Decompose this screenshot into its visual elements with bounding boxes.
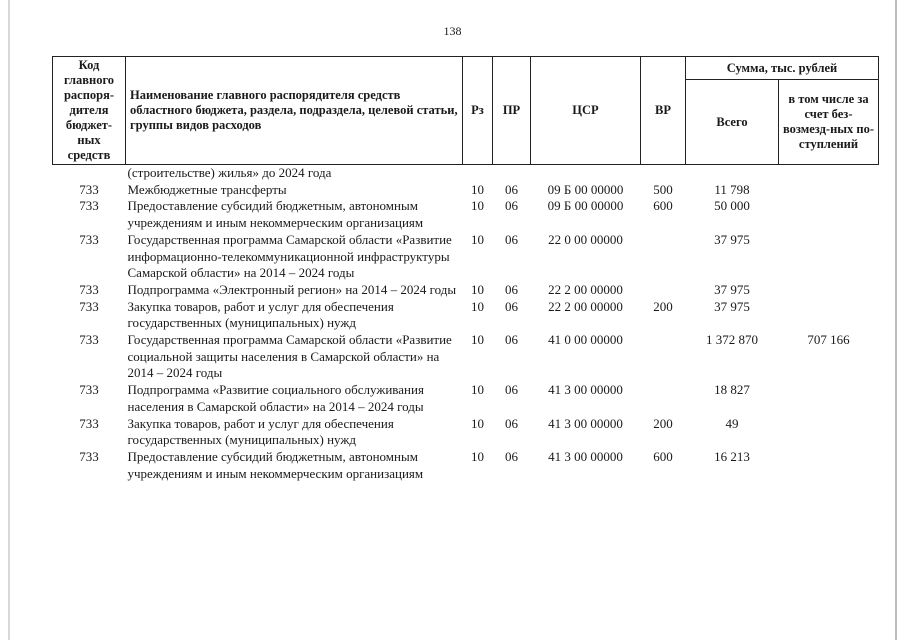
cell-csr: 22 2 00 00000 (548, 281, 623, 297)
cell-pr: 06 (505, 231, 518, 247)
cell-code: 733 (79, 382, 99, 398)
cell-code (53, 165, 126, 182)
cell-vr: 200 (653, 415, 673, 431)
header-sum: Сумма, тыс. рублей (686, 57, 879, 80)
cell-incl: 707 166 (807, 332, 850, 348)
cell-pr: 06 (505, 198, 518, 214)
cell-vr (641, 232, 686, 282)
cell-vr: 600 (653, 448, 673, 464)
cell-rz: 10 (471, 298, 484, 314)
cell-total: 11 798 (714, 181, 750, 197)
cell-pr: 06 (505, 298, 518, 314)
header-incl: в том числе за счет без-возмезд-ных по-ступлений (779, 80, 879, 165)
cell-code: 733 (79, 448, 99, 464)
cell-incl (779, 165, 879, 182)
cell-total: 18 827 (714, 382, 750, 398)
cell-name: Межбюджетные трансферты (127, 181, 287, 197)
cell-vr: 200 (653, 298, 673, 314)
cell-code: 733 (79, 415, 99, 431)
cell-csr: 09 Б 00 00000 (547, 181, 624, 197)
cell-code: 733 (79, 231, 99, 247)
cell-name: Закупка товаров, работ и услуг для обеспечения государственных (муниципальных) нужд (127, 298, 394, 331)
cell-csr: 22 2 00 00000 (548, 298, 623, 314)
cell-pr: 06 (505, 382, 518, 398)
cell-incl (779, 232, 879, 282)
cell-rz: 10 (471, 448, 484, 464)
table-header (53, 57, 879, 165)
cell-csr: 41 3 00 00000 (548, 415, 623, 431)
table-body (53, 165, 879, 483)
table-row (53, 332, 879, 382)
cell-total: 37 975 (714, 281, 750, 297)
table-row (53, 232, 879, 282)
cell-code: 733 (79, 181, 99, 197)
cell-incl (779, 182, 879, 199)
cell-total: 37 975 (714, 298, 750, 314)
cell-vr: 600 (653, 198, 673, 214)
cell-code: 733 (79, 198, 99, 214)
cell-pr: 06 (505, 415, 518, 431)
cell-csr (531, 165, 641, 182)
scan-right-edge (895, 0, 897, 640)
cell-incl (779, 449, 879, 482)
cell-name: Закупка товаров, работ и услуг для обеспечения государственных (муниципальных) нужд (127, 415, 394, 448)
table-row (53, 299, 879, 332)
cell-vr (641, 332, 686, 382)
cell-incl (779, 382, 879, 415)
cell-csr: 41 0 00 00000 (548, 332, 623, 348)
cell-csr: 41 3 00 00000 (548, 382, 623, 398)
cell-total: 16 213 (714, 448, 750, 464)
cell-total: 49 (725, 415, 739, 431)
cell-rz: 10 (471, 231, 484, 247)
cell-name: (строительстве) жилья» до 2024 года (127, 165, 332, 180)
cell-code: 733 (79, 332, 99, 348)
cell-rz: 10 (471, 198, 484, 214)
cell-vr (641, 282, 686, 299)
table-row (53, 182, 879, 199)
cell-rz: 10 (471, 415, 484, 431)
table-row (53, 382, 879, 415)
cell-incl (779, 299, 879, 332)
header-name: Наименование главного распорядителя средств областного бюджета, раздела, подраздела, целевой статьи, группы видов расходов (126, 57, 463, 165)
table-row (53, 282, 879, 299)
cell-pr: 06 (505, 448, 518, 464)
cell-total: 1 372 870 (706, 332, 758, 348)
cell-name: Подпрограмма «Электронный регион» на 2014 – 2024 годы (127, 281, 457, 297)
cell-name: Государственная программа Самарской области «Развитие информационно-телекоммуникационной инфраструктуры Самарской области» на 2014 – 2024 годы (127, 231, 452, 281)
header-code: Код главного распоря-дителя бюджет-ных средств (53, 57, 126, 165)
cell-csr: 22 0 00 00000 (548, 231, 623, 247)
cell-name: Подпрограмма «Развитие социального обслуживания населения в Самарской области» на 2014 – 2024 годы (127, 382, 424, 414)
header-csr: ЦСР (531, 57, 641, 165)
cell-total: 50 000 (714, 198, 750, 214)
cell-incl (779, 198, 879, 231)
budget-table (52, 56, 879, 482)
cell-vr: 500 (653, 181, 673, 197)
cell-total (686, 165, 779, 182)
cell-vr (641, 382, 686, 415)
cell-total: 37 975 (714, 231, 750, 247)
cell-name: Предоставление субсидий бюджетным, автономным учреждениям и иным некоммерческим организациям (127, 448, 424, 481)
table-row (53, 449, 879, 482)
cell-rz: 10 (471, 332, 484, 348)
cell-rz: 10 (471, 181, 484, 197)
cell-name: Предоставление субсидий бюджетным, автономным учреждениям и иным некоммерческим организациям (127, 198, 424, 231)
cell-csr: 41 3 00 00000 (548, 448, 623, 464)
cell-rz: 10 (471, 281, 484, 297)
cell-code: 733 (79, 298, 99, 314)
cell-pr (493, 165, 531, 182)
cell-pr: 06 (505, 181, 518, 197)
cell-rz (463, 165, 493, 182)
table-row (53, 198, 879, 231)
header-pr: ПР (493, 57, 531, 165)
cell-name: Государственная программа Самарской области «Развитие социальной защиты населения в Самарской области» на 2014 – 2024 годы (127, 332, 452, 381)
header-rz: Рз (463, 57, 493, 165)
cell-code: 733 (79, 281, 99, 297)
table-row (53, 165, 879, 182)
cell-pr: 06 (505, 281, 518, 297)
cell-pr: 06 (505, 332, 518, 348)
header-total: Всего (686, 80, 779, 165)
cell-rz: 10 (471, 382, 484, 398)
cell-csr: 09 Б 00 00000 (547, 198, 624, 214)
page-number: 138 (443, 24, 462, 38)
table-row (53, 416, 879, 449)
header-vr: ВР (641, 57, 686, 165)
scan-left-edge (8, 0, 10, 640)
cell-incl (779, 282, 879, 299)
cell-vr (641, 165, 686, 182)
cell-incl (779, 416, 879, 449)
